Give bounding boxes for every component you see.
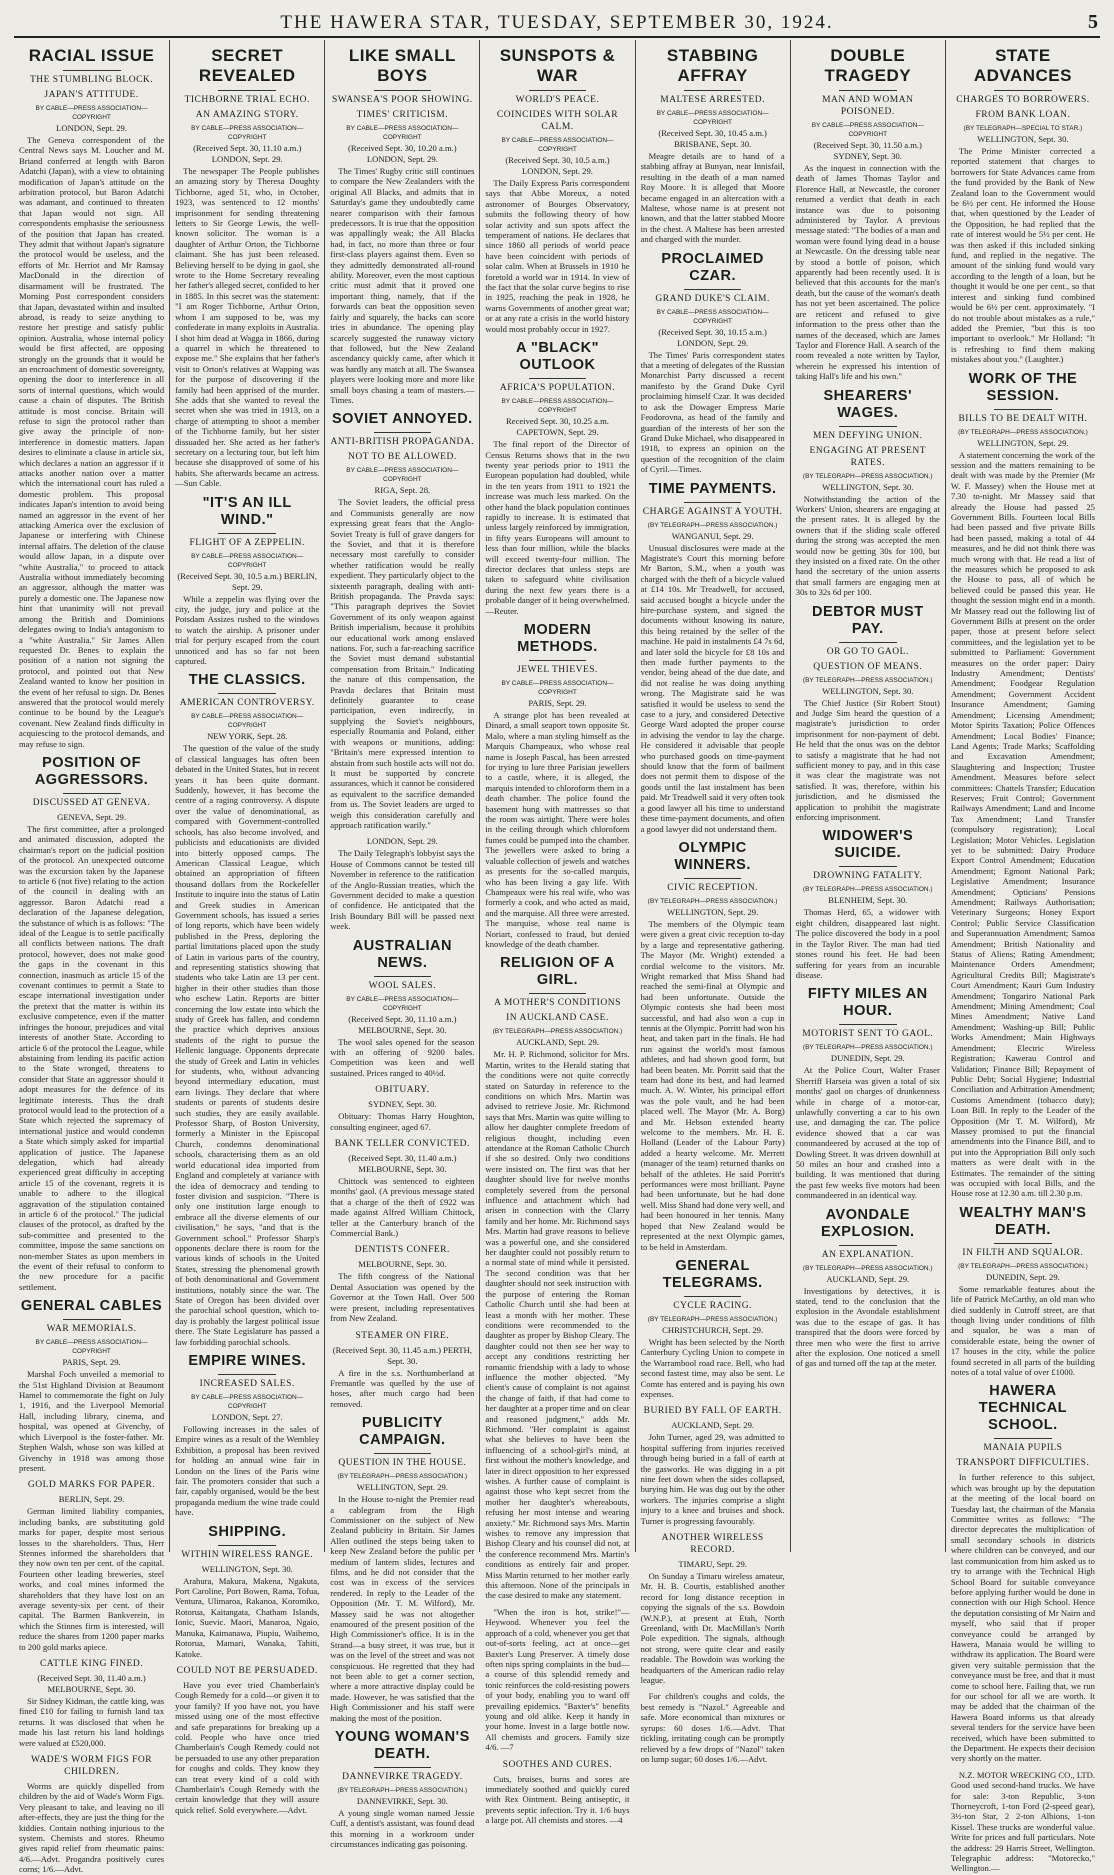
article-subheading: THE STUMBLING BLOCK. [29, 75, 154, 85]
divider [839, 642, 897, 643]
dateline: BLENHEIM, Sept. 30. [828, 895, 908, 906]
article-headline: PUBLICITY CAMPAIGN. [359, 1415, 446, 1449]
article [330, 938, 474, 1079]
wire-credit: (BY TELEGRAPH—SPECIAL TO STAR.) [963, 125, 1083, 132]
dateline: (Received Sept. 30, 11.50 a.m.) SYDNEY, Sept. 30. [813, 140, 922, 161]
dateline: DUNEDIN, Sept. 29. [830, 1053, 905, 1064]
article-subheading: BANK TELLER CONVICTED. [334, 1139, 470, 1150]
dateline: RIGA, Sept. 28. [374, 485, 431, 496]
dateline: BERLIN, Sept. 29. [58, 1494, 125, 1505]
article-headline: WEALTHY MAN'S DEATH. [959, 1204, 1087, 1238]
column-2 [169, 40, 324, 1815]
dateline: DANNEVIRKE, Sept. 30. [356, 1796, 448, 1807]
article-body: German limited liability companies, including banks, are substituting gold marks for paper, despite most serious losses to the shareholders. Thus, Herr Stennes informed the shareholders that they now own ten per cent. of the capital. Fourteen other leading breweries, steel works, and coal mines informed the shareholders that they have lost on an average seventy-six per cent. of their capital. The Barmen Bankverein, in which the Stinnes firm is interested, will reduce the shares from 1200 paper marks to 200 gold marks apiece. [19, 1506, 165, 1652]
article-body: The Soviet leaders, the official press and Communists generally are now expressing great fears that the Anglo-Soviet Treaty is full of grave dangers for the Soviet, and that it is therefore necessary most carefully to consider whether ratification would be really expedient. They particularly object to the sixteenth paragraph, dealing with anti-British propaganda. The Pravda says: "This paragraph deprives the Soviet Government of its only weapon against British imperialism, because it prohibits our educational work among enslaved nations. For, such a far-reaching sacrifice the Soviet must demand substantial compensation from Britain." Indicating the nature of this compensation, the Pravda declares that Britain must definitely guarantee to cease participation, even indirectly, in supplying the Soviet's neighbours, especially Roumania and Poland, either with weapons or munitions, adding: "Britain's mere expressed intention to abstain from such hostile acts will not do. It must be supported by concrete assurances, which it cannot be considered as equivalent to the sacrifice demanded from us. The Soviet leaders are urged to weigh this consideration carefully and approach ratification warily." [330, 497, 475, 830]
divider [218, 90, 276, 91]
dateline: SYDNEY, Sept. 30. [368, 1099, 437, 1110]
article-subheading: AFRICA'S POPULATION. [499, 383, 616, 394]
wire-credit: BY CABLE—PRESS ASSOCIATION—COPYRIGHT [35, 105, 148, 121]
article-subheading: WORLD'S PEACE. [515, 95, 600, 105]
article-subheading: ANOTHER WIRELESS RECORD. [661, 1533, 764, 1555]
divider [839, 1245, 897, 1246]
article [19, 1658, 164, 1748]
article-body: Investigations by detectives, it is stated, tend to the conclusion that the explosion in the Avondale establishment was due to the escape of gas. It has transpired that the doors were forced by three men who were the first to arrive after the explosion. One noticed a smell of gas and turned off the tap at the meter. [795, 1285, 940, 1369]
article [330, 1084, 474, 1132]
article [330, 411, 474, 830]
article-subheading: JAPAN'S ATTITUDE. [44, 90, 139, 100]
dateline: AUCKLAND, Sept. 29. [826, 1273, 910, 1284]
article-body: Worms are quickly dispelled from children by the aid of Wade's Worm Figs. Very pleasant to take, and leaving no ill after-effects, they are just the thing for the kiddies. Contain nothing injurious to the system. Chemists and stores. Rheumo gives rapid relief from rheumatic pains: 4/6.—Advt. Progandra positively cures corns; 1/6.—Advt. [19, 1781, 165, 1875]
dateline: MELBOURNE, Sept. 30. [358, 1259, 447, 1270]
divider [529, 993, 587, 994]
dateline: (Received Sept. 30, 11.45 a.m.) PERTH, Sept. 30. [332, 1344, 472, 1366]
dateline: LONDON, Sept. 27. [211, 1412, 283, 1422]
dateline: WELLINGTON, Sept. 29. [356, 1482, 448, 1493]
article-subheading: IN FILTH AND SQUALOR. [962, 1247, 1084, 1258]
article-subheading: COULD NOT BE PERSUADED. [176, 1665, 318, 1676]
article-subheading: TIMES' CRITICISM. [356, 110, 449, 120]
article-subheading: MAN AND WOMAN POISONED. [822, 95, 914, 117]
article [641, 46, 785, 245]
article-subheading: IN AUCKLAND CASE. [506, 1013, 609, 1024]
article-body: Wright has been selected by the North Canterbury Cycling Union to compete in the Warrambool road race. Bell, who had second fastest time, may also be sent. Le Comte has entered and is paying his own expenses. [640, 1336, 785, 1399]
dateline: (Received Sept. 30, 10.5 a.m.) BERLIN, Sept. 29. [177, 570, 318, 592]
dateline: LONDON, Sept. 29. [56, 123, 128, 133]
article-body: The Prime Minister corrected a reported statement that charges to borrowers for State Advances came from the fund provided by the Bank of New Zealand loan to the Government would be 6½ per cent. He informed the House that, when questioned by the Leader of the Opposition, he had replied that the rate of interest would be 5½ per cent. He was then asked if this included sinking fund, and replied in the negative. The amount of the sinking fund would vary according to the length of a loan, but he thought it would be one per cent., so that interest and sinking fund combined would be 6½ per cent. approximately. "I do not trouble about mistakes as a rule," added the Premier, "but this is too important to overlook." Mr Holland: "It is refreshing to find them making mistakes about you." (Laughter.) [950, 146, 1095, 365]
article-body: The members of the Olympic team were given a great civic reception to-day by a large and representative gathering. The Mayor (Mr. Wright) extended a cordial welcome to the visitors. Mr. Wright remarked that Miss Shand had reached the semi-final at Olympic and had been unfortunate. Outside the Olympic contests she had been most successful, and had also won a cup in tennis at the Olympic. Porritt had won his heat, and taken part in the finals. He had run against the world's most famous athletes, and had shown good form, but had been beaten. Mr. Porritt said that the team had done its best, and had learned much. A. W. Winter, his principal effort was the pole vault, and he had been placed well. The Mayor (Mr. A. Borg) and Mr. Hebson extended hearty welcome to the members. Mr. H. E. Holland (Leader of the Labour Party) added a hearty welcome. Mr. Merrett (manager of the team) returned thanks on behalf of the athletes. He said Porritt's performances were most brilliant. Payne had been unfortunate, but he had done well. Miss Shand had done very well, and had been honoured in her tennis. Many hoped that New Zealand would be represented at the next Olympic games, to be held in Amsterdam. [640, 918, 785, 1252]
article-subheading: CATTLE KING FINED. [39, 1659, 144, 1669]
article-headline: AVONDALE EXPLOSION. [820, 1206, 915, 1240]
article [641, 1691, 785, 1764]
article [796, 604, 940, 823]
dateline: WELLINGTON, Sept. 30. [201, 1563, 293, 1574]
article [641, 1532, 785, 1685]
article [330, 1138, 474, 1238]
article-body: The Daily Express Paris correspondent says that Abbe Moreux, a noted astronomer of Bourges Observatory, submits the following theory of how solar activity and sun spots affect the temperament of nations. He declares that since 1860 all periods of world peace have been coincident with periods of solar calm. When at Brussels in 1910 he foretold a world war in 1914. In view of the fact that the solar curve begins to rise in 1925, reaching the peak in 1928, he warns Governments of another great war; or at any rate a crisis in the world history would most probably occur in 1927. [485, 178, 630, 334]
article-body: As the inquest in connection with the death of James Thomas Taylor and Florence Hall, at Newcastle, the coroner returned a verdict that death in each instance was due to poisoning administered by Taylor. A previous message stated: "The bodies of a man and woman were found lying dead in a house at Newcastle. On the dressing table near by stood a bottle of poison, which apparently had been recently used. It is believed that this accounts for the man's death, but the cause of the woman's death has not yet been ascertained. The police are reticent and refused to give information to the press other than the names of the deceased, which are James Taylor and Florence Hall. A search of the room revealed a note written by Taylor, wherein he expressed his intention of taking Hall's life and his own." [795, 163, 940, 382]
article-headline: "IT'S AN ILL WIND." [202, 494, 292, 528]
divider [218, 693, 276, 694]
dateline: LONDON, Sept. 29. [366, 836, 438, 847]
article-subheading: NOT TO BE ALLOWED. [347, 452, 457, 463]
dateline: NEW YORK, Sept. 28. [207, 731, 288, 742]
wire-credit: BY CABLE—PRESS ASSOCIATION—COPYRIGHT [191, 552, 304, 569]
article-subheading: CHARGES TO BORROWERS. [956, 95, 1090, 105]
dateline: WANGANUI, Sept. 29. [671, 530, 754, 541]
divider [994, 409, 1052, 410]
wire-credit: BY CABLE—PRESS ASSOCIATION—COPYRIGHT [656, 110, 769, 126]
article-headline: SOVIET ANNOYED. [331, 411, 473, 428]
article-body: N.Z. MOTOR WRECKING CO., LTD. Good used second-hand trucks. We have for sale: 3-ton Republic, 3-ton Thorneycroft, 1-ton Ford (2-speed gear), 3½-ton Star, 2 2-ton Albions, 1-ton Kissel. These trucks are wonderful value. Write for prices and full particulars. Note the address: 29 Harris Street, Wellington. Telegraphic address: "Motorecko," Wellington.— [950, 1769, 1095, 1874]
article-subheading: DROWNING FATALITY. [813, 871, 923, 882]
article [175, 1665, 319, 1815]
article-body: Chittock was sentenced to eighteen months' gaol. (A previous message stated that a charge of the theft of £922 was made against Alfred William Chittock, teller at the Canterbury branch of the Commercial Bank.) [330, 1176, 475, 1239]
article-headline: SECRET REVEALED [198, 46, 296, 85]
article-headline: FIFTY MILES AN HOUR. [807, 986, 928, 1020]
article [330, 46, 474, 405]
article [485, 1759, 629, 1826]
wire-credit: (BY TELEGRAPH—PRESS ASSOCIATION.) [802, 1044, 933, 1052]
divider [374, 1767, 432, 1768]
divider [994, 1243, 1052, 1244]
divider [218, 1374, 276, 1375]
divider [218, 533, 276, 534]
article [485, 46, 629, 334]
article-headline: TIME PAYMENTS. [648, 480, 777, 497]
column-4 [479, 40, 634, 1826]
dateline: TIMARU, Sept. 29. [678, 1559, 747, 1569]
article [175, 495, 319, 667]
divider [839, 866, 897, 867]
article-subheading: SWANSEA'S POOR SHOWING. [332, 95, 473, 105]
article [175, 1524, 319, 1659]
article-body: The Daily Telegraph's lobbyist says the House of Commons cannot be tested till November in reference to the ratification of the Anglo-Russian treaties, which the Government decided to make a question of confidence. He anticipated that the Irish Boundary Bill will be passed next week. [330, 848, 475, 932]
article-headline: A "BLACK" OUTLOOK [516, 340, 599, 374]
column-5 [635, 40, 790, 1764]
article-headline: GENERAL CABLES [20, 1298, 163, 1315]
article-headline: STABBING AFFRAY [666, 46, 759, 85]
article-body: "When the iron is hot, strike!"—Heywood. Whenever you feel the approach of a cold, whenever you get that out-of-sorts feeling, act at once—get Baxter's Lung Preserver. A timely dose often nips spring complaints in the bud—a course of this splendid remedy and tonic reinforces the cold-resisting powers of your body, enabling you to ward off prevailing epidemics. "Baxter's" benefits young and old alike. Keep it handy in your home. Invest in a large bottle now. All chemists and grocers. Family size 4/6. —7 [485, 1606, 630, 1753]
article-body: Obituary: Thomas Harry Houghton, consulting engineer, aged 67. [330, 1111, 475, 1132]
article-subheading: FROM BANK LOAN. [975, 110, 1071, 120]
article-headline: STATE ADVANCES [973, 46, 1072, 85]
divider [374, 976, 432, 977]
article-body: While a zeppelin was flying over the city, the judge, jury and police at the Potsdam Assizes rushed to the windows to watch the airship. A prisoner under trial for perjury escaped from the court unnoticed and has so far not been captured. [175, 593, 320, 667]
dateline: WELLINGTON, Sept. 30. [822, 685, 914, 696]
article-subheading: STEAMER ON FIRE. [355, 1330, 450, 1341]
article-body: Following increases in the sales of Empire wines as a result of the Wembley Exhibition, a proposal has been revived for holding an annual wine fair in London on the lines of the Paris wine fair. The promoters consider that such a fair, capably organised, would be the best propaganda medium the wine trade could have. [175, 1424, 320, 1518]
article [19, 1754, 164, 1875]
wire-credit: BY CABLE—PRESS ASSOCIATION—COPYRIGHT [191, 125, 304, 141]
dateline: (Received Sept. 30, 11.40 a.m.) MELBOURNE, Sept. 30. [37, 1673, 146, 1694]
wire-credit: (BY TELEGRAPH—PRESS ASSOCIATION.) [802, 886, 933, 894]
dateline: WELLINGTON, Sept. 30. [977, 134, 1069, 144]
wire-credit: BY CABLE—PRESS ASSOCIATION—COPYRIGHT [501, 680, 614, 696]
dateline: WELLINGTON, Sept. 29. [667, 906, 759, 917]
article-headline: WIDOWER'S SUICIDE. [822, 828, 914, 862]
article-subheading: WAR MEMORIALS. [46, 1324, 137, 1335]
article-subheading: INCREASED SALES. [199, 1379, 295, 1389]
newspaper-title: THE HAWERA STAR, TUESDAY, SEPTEMBER 30, 1924. [280, 12, 834, 33]
article-headline: POSITION OF AGGRESSORS. [34, 754, 149, 788]
article-headline: SUNSPOTS & WAR [499, 46, 616, 85]
article-subheading: CHARGE AGAINST A YOUTH. [642, 506, 783, 517]
article-subheading: ENGAGING AT PRESENT RATES. [809, 445, 926, 468]
wire-credit: (BY TELEGRAPH—PRESS ASSOCIATION.) [647, 1315, 778, 1323]
article-subheading: MALTESE ARRESTED. [660, 95, 765, 105]
dateline: AUCKLAND, Sept. 29. [516, 1037, 599, 1048]
article-headline: GENERAL TELEGRAMS. [662, 1257, 763, 1291]
article-body: Thomas Herd, 65, a widower with eight children, disappeared last night. The police discovered the body in a pool in the Taylor River. The man had tied stones round his feet. He had been suffering for years from an incurable disease. [795, 907, 940, 980]
divider [839, 426, 897, 427]
article-subheading: ANTI-BRITISH PROPAGANDA. [330, 437, 475, 448]
dateline: CHRISTCHURCH, Sept. 29. [662, 1324, 764, 1335]
wire-credit: (BY TELEGRAPH—PRESS ASSOCIATION.) [802, 472, 933, 480]
article-subheading: TRANSPORT DIFFICULTIES. [956, 1458, 1090, 1469]
article-subheading: WOOL SALES. [368, 980, 437, 991]
wire-credit: BY CABLE—PRESS ASSOCIATION—COPYRIGHT [191, 1394, 304, 1410]
article-body: The newspaper The People publishes an amazing story by Theresa Doughty Tichborne, aged 51, who, in October, 1923, was sentenced to 12 months' imprisonment for sending threatening letters to Sir George Lewis, the well-known solicitor. The woman is a daughter of Arthur Orton, the Tichborne claimant. She has just been released. Believing herself to be dying in gaol, she wrote to the Home Secretary revealing her father's alleged secret, confided to her in 1885. In this secret was the statement: "I am Roger Tichborne, Arthur Orton, whom I am supposed to be, was my confederate in many exploits in Australia. I shot him dead at Wagga in 1866, during a quarrel in which he threatened to expose me." She explains that her father's visit to Orton's relatives at Wapping was for the purpose of discovering if the family had been apprised of the murder. She adds that she wanted to reveal the secret when she was tried in 1913, on a charge of attempting to shoot a member of the Tichborne family, but her sister dissuaded her. She acted as her father's secretary on a lecturing tour, but left him because she disapproved of some of his habits. She afterwards became an actress.—Sun Cable. [175, 166, 320, 489]
article [330, 1415, 474, 1723]
article-body: The Geneva correspondent of the Central News says M. Loucher and M. Briand conferred at length with Baron Adatchi (Japan), with a view to obtaining modification of Japan's attitude on the arbitration protocol, but Baron Adatchi was adamant, and continued to threaten that Japan would not sign. All correspondents emphasise the seriousness of the position that Japan has created. They admit that without Japan's signature the protocol would be useless, and the efforts of Mr. Herriot and Mr Ramsay MacDonald in the direction of disarmament will be frustrated. The Morning Post correspondent considers that Japan, devastated within and insulted abroad, is ready to seize anything to restore her prestige and satisfy public opinion. Australia, whose internal policy would be first affected, are opposing strongly on the grounds that it would be an encroachment of domestic sovereignty, opening the door to interference in all sorts of internal questions, which would cause a chain of disputes. The British attitude is most concise. Britain will refuse to sign the protocol rather than give away the principle of non-interference in domestic matters. Japan desires to eliminate a clause in article six, which declares a nation an aggressor if it attacks another nation over a matter which the international court has ruled a domestic problem. This proposal indicates Japan's intention to avoid being named an aggressor in the event of her attacking America over the exclusion of Japanese or interfering with Chinese internal affairs. The deletion of the clause would allow Japan, in a dispute over "white Australia," to proceed to attack Australia without immediately becoming an aggressor, although the matter was purely a domestic one. The Japanese now hint that unanimity will not prevail among the British and Dominions delegates owing to India's antagonism to a "white Australia." Sir James Allen requested Dr. Benes to explain the position of a nation not signing the protocol, and pointed out that New Zealand wanted to know her position in the event of her refusal to sign. Dr. Benes answered that the protocol would merely continue to be bound by the League's covenant. New Zealand finds difficulty in acquiescing to the protocol demands, and may refuse to sign. [19, 135, 165, 749]
article [485, 340, 629, 616]
dateline: AUCKLAND, Sept. 29. [671, 1420, 755, 1431]
divider [529, 90, 587, 91]
wire-credit: BY CABLE—PRESS ASSOCIATION—COPYRIGHT [811, 122, 924, 138]
dateline: (Received Sept. 30, 11.10 a.m.) LONDON, Sept. 29. [193, 143, 302, 164]
wire-credit: BY CABLE—PRESS ASSOCIATION—COPYRIGHT [346, 125, 459, 141]
article [330, 1244, 474, 1323]
divider [994, 1438, 1052, 1439]
article [796, 388, 940, 598]
article-subheading: BILLS TO BE DEALT WITH. [958, 413, 1088, 424]
article-subheading: WITHIN WIRELESS RANGE. [181, 1549, 314, 1560]
article-subheading: AMERICAN CONTROVERSY. [179, 698, 315, 709]
article [485, 622, 629, 949]
article-body: Meagre details are to hand of a stabbing affray at Bunyan, near Innisfail, resulting in the death of a man named Roy Moore. It is alleged that Moore became engaged in an altercation with a Maltese, whose name is at present not known, and that the latter stabbed Moore in the chest. A Maltese has been arrested and charged with the murder. [640, 151, 785, 245]
divider [994, 90, 1052, 91]
article-body: Have you ever tried Chamberlain's Cough Remedy for a cold—or given it to your family? If you have not, you have missed using one of the most effective and safe preparations for breaking up a cold. People who have once tried Chamberlain's Cough Remedy could not be persuaded to use any other preparation for coughs and colds. They know they can treat every kind of a cold with Chamberlain's Cough Remedy with the certain knowledge that they will assure quick relief. Sold everywhere.—Advt. [175, 1679, 320, 1815]
article-body: The wool sales opened for the season with an offering of 9200 bales. Competition was keen and well sustained. Prices ranged to 40½d. [330, 1036, 475, 1078]
article-body: The Times' Rugby critic still continues to compare the New Zealanders with the original All Blacks, and admits that in Saturday's game they undoubtedly came nearer comparison with their famous predecessors. It is true that the opposition was appallingly weak; the All Blacks had, in fact, no more than three or four first-class players against them. Even so they admittedly demonstrated all-round ability. Moreover, even the most captious critic must admit that it proved one important thing, namely, that if the forwards can beat the opposition seven fairly and squarely, the backs can score tries in abundance. The opening play scarcely suggested the runaway victory that followed, but the New Zealand ascendancy quickly came, after which it was hardly any match at all. The Swansea players were looking more and more like small boys chasing a team of masters.—Times. [330, 166, 475, 405]
article-headline: OLYMPIC WINNERS. [674, 839, 751, 873]
article-body: Some remarkable features about the life of Patrick McCarthy, an old man who died suddenly in Cutroff street, are that though living under conditions of filth and squalor, he was a man of considerable estate, being the owner of 17 houses in the city, while the police found secreted in all parts of the building notes of a total value of over £1000. [950, 1283, 1095, 1378]
dateline: (Received Sept. 30, 10.15 a.m.) LONDON, Sept. 29. [658, 326, 767, 348]
article-subheading: GRAND DUKE'S CLAIM. [655, 293, 770, 304]
newspaper-columns [14, 40, 1100, 1875]
article-subheading: A MOTHER'S CONDITIONS [494, 998, 621, 1009]
article-body: A strange plot has been revealed at Dinard, a small seaport town opposite St. Malo, where a man styling himself as the Marquis Champeaux, who whose real name is Joseph Pascal, has been arrested for trying to lure three Parisian jewellers to a castle, where, it is alleged, the marquis intended to chloroform them in a death chamber. The police found the basement hung with mattresses so that the room was airtight. There were holes in the ceiling through which chloroform fumes could be pumped into the chamber. The jewellers were asked to bring a valuable collection of jewels and watches as presents for the so-called marquis, who has been living a gay life. With Champeaux were his real wife, who was formerly a cook, and who acted as maid, and the marquise. All three were arrested. The marquise, whose real name is Noriart, confessed to fraud, but denied knowledge of the death chamber. [485, 710, 630, 949]
dateline: PARIS, Sept. 29. [62, 1357, 121, 1368]
wire-credit: (BY TELEGRAPH—PRESS ASSOCIATION.) [802, 676, 933, 684]
article-body: The final report of the Director of Census Returns shows that in the two twenty year periods prior to 1911 the European population had doubled, while in the ten years from 1911 to 1921 the increase was much less marked. On the other hand the black population continues rapidly to increase. It is estimated that unless largely reinforced by immigration, in fifty years Europeans will amount to less than four million, while the blacks will exceed twenty-four million. The director declares that unless steps are taken to safeguard white civilisation during the next few years there is a probable danger of it being overwhelmed.—Reuter. [485, 439, 630, 616]
wire-credit: (BY TELEGRAPH—PRESS ASSOCIATION.) [647, 897, 778, 905]
dateline: (Received Sept. 30, 11.10 a.m.) MELBOURNE, Sept. 30. [348, 1013, 457, 1035]
divider [374, 432, 432, 433]
article-body: At the Police Court, Walter Fraser Sherriff Harseia was given a total of six months' gaol on charges of drunkenness while in charge of a motor-car, unlawfully converting a car to his own use, and damaging the car. The police evidence showed that a car was commandeered by accused at the top of Dowling Street. It was driven downhill at 50 miles an hour and crashed into a building. It was mentioned that during the past few weeks five motors had been commandeered in an identical way. [795, 1065, 940, 1201]
article [796, 46, 940, 382]
wire-credit: (BY TELEGRAPH—PRESS ASSOCIATION.) [802, 1264, 933, 1272]
divider [839, 90, 897, 91]
article-headline: THE CLASSICS. [188, 672, 306, 689]
divider [63, 70, 121, 71]
article [951, 46, 1095, 365]
article [641, 481, 785, 834]
wire-credit: BY CABLE—PRESS ASSOCIATION—COPYRIGHT [501, 398, 614, 415]
article-body: Mr. H. P. Richmond, solicitor for Mrs. Martin, writes to the Herald stating that the conditions were not quite correctly stated on Saturday in reference to the conditions on which Mrs. Martin was advised to retrieve Josie. Mr. Richmond says that Mrs. Martin was quite willing to allow her daughter complete freedom of religious thought, including even attendance at the Roman Catholic Church if she so desired. Only two conditions were insisted on. The first was that her daughter should live for twelve months completely severed from the personal influence and attachment which had arisen in connection with the Clarry family and her home. Mr. Richmond says Mrs. Martin had grave reasons to believe was a powerful one, and she considered her daughter could not possibly return to a normal state of mind while it persisted. The second condition was that her daughter should not seek instruction with the purpose of entering the Roman Catholic Church until she had been at least a month with her mother. These conditions were recommended to the daughter as proper by Bishop Cleary. The daughter could not then see her way to accept any conditions restricting her romantic friendship with a lady to whose influence the mother objected. "My client's cause of complaint is not against the change of faith, if that had come to her daughter at a proper time and on clear and reasoned judgment," adds Mr. Richmond. "Her complaint is against what she believes to have been the influencing of a school-girl's mind, at first without the mother's knowledge, and later in direct opposition to her expressed wishes. A further cause of complaint is against those who kept secret from the mother her daughter's whereabouts, refusing her most intense and wearing anxiety." Mr. Richmond says Mrs. Martin wishes to remove any impression that Bishop Cleary and his counsel did not, at the conference recommend Mrs. Martin's conditions as entirely fair and proper. Miss Martin returned to her mother early this afternoon. None of the principals in the case desired to make any statement. [485, 1049, 630, 1601]
dateline: (Received Sept. 30, 10.20 a.m.) LONDON, Sept. 29. [348, 143, 457, 164]
divider [839, 1024, 897, 1025]
article-body: Notwithstanding the action of the Workers' Union, shearers are engaging at the present rates. It is alleged by the owners that if the sliding scale offered during the strong was accepted the men would now be getting 30s for 100, but they insisted on a fixed rate. On the other hand the secretary of the union asserts that small farmers are engaging men at 30s to 32s 6d per 100. [795, 493, 940, 598]
article-headline: EMPIRE WINES. [188, 1353, 307, 1369]
column-3 [324, 40, 479, 1850]
dateline: GENEVA, Sept. 29. [57, 811, 126, 822]
divider [529, 378, 587, 379]
article-subheading: CIVIC RECEPTION. [667, 882, 759, 893]
article-subheading: OR GO TO GAOL. [826, 646, 909, 657]
article [796, 1207, 940, 1369]
divider [374, 1453, 432, 1454]
article-subheading: TICHBORNE TRIAL ECHO. [184, 95, 310, 105]
article-headline: AUSTRALIAN NEWS. [352, 937, 452, 971]
article-headline: LIKE SMALL BOYS [348, 46, 456, 85]
article-subheading: DISCUSSED AT GENEVA. [32, 797, 151, 808]
article [796, 828, 940, 980]
wire-credit: BY CABLE—PRESS ASSOCIATION—COPYRIGHT [191, 713, 304, 730]
article-headline: HAWERA TECHNICAL SCHOOL. [978, 1383, 1068, 1434]
article-body: Arahura, Makura, Makena, Ngakuta, Port Caroline, Port Bowen, Rama, Tofua, Ventura, Ulimaroa, Rakanoa, Koromiko, Rotorua, Kaitangata, Chatham Islands, Ionic, Suevic. Maori, Manaroa, Ngaio, Manuka, Kaimanawa, Piupiu, Waihemo, Rotorua, Mamari, Wanaka, Tahiti, Katoke. [175, 1575, 320, 1659]
article-body: The Chief Justice (Sir Robert Stout) and Judge Sim heard the question of a magistrate's jurisdiction to order imprisonment for non-payment of debt. He held that the onus was on the debtor to satisfy a magistrate that he had not sufficient money to pay, and in this case it was clear the magistrate was not satisfied. It was, therefore, within his jurisdiction, and he dismissed the application to prohibit the magistrate enforcing imprisonment. [795, 697, 940, 823]
article-subheading: BURIED BY FALL OF EARTH. [643, 1406, 782, 1417]
article-body: On Sunday a Timaru wireless amateur, Mr. H. B. Courtis, established another record for long distance reception in copying the signals of the s.s. Bowdoin (W.N.P.), at present at Etah, North Greenland, with Dr. MacMillan's North Pole expedition. The signals, although not strong, were quite clear and easily readable. The Bowdoin was working the headquarters of the American radio relay league. [640, 1571, 785, 1686]
article-body: Sir Sidney Kidman, the cattle king, was fined £10 for failing to furnish land tax returns. It was disclosed that when he made his last return his land holdings were valued at £520,000. [19, 1696, 165, 1748]
wire-credit: BY CABLE—PRESS ASSOCIATION—COPYRIGHT [346, 995, 459, 1012]
article-body: The Times' Paris correspondent states that a meeting of delegates of the Russian Monarchist Party discussed a recent manifesto by the Grand Duke Cyril proclaiming himself Czar. It was decided to ask the Dowager Empress Marie Feodorovna, as head of the family and guardian of the interests of her son the Grand Duke Michael, who disappeared in 1918, to express an opinion on the question of the recognition of the claim of Cyril.—Times. [640, 349, 785, 475]
dateline: WELLINGTON, Sept. 29. [977, 437, 1069, 448]
article [641, 251, 785, 475]
article-body: A statement concerning the work of the session and the matters remaining to be dealt with was made by the Premier (Mr W. F. Massey) when the House met at 7.30 to-night. Mr Massey said that already the House had passed 25 Government Bills. Fourteen local Bills had been passed and five private Bills had been passed, making a total of 44 measures, and he did not think there was much wrong with that. He read a list of the measures which he proposed to ask the House to pass, all of which he believed could be passed this year. He thought the session might end in a month. Mr Massey read out the following list of Government Bills at present on the order paper, those at present before select committees, and the legislation yet to be submitted to Parliament: Government measures on the order paper: Dairy Industry Amendment; Dentists' Amendment; Foodgear Regulation Amendment; Government Accident Insurance Amendment; Gaming Amendment; Licensing Amendment; Motor Spirits Taxation; Police Offences Amendment; Local Bodies' Finance; Land Agents; Trade Marks; Scaffolding and Excavation Amendment; Slaughtering and Inspection; Trustee Amendment. Measures before select committees: Chattels Transfer; Education Reserves; Fruit Control; Government Railways Amendment; Land and Income Tax Amendment; Land Transfer (compulsory registration); Local Legislation; Motor Vehicles. Legislation yet to be submitted: Dairy Produce Export Control Amendment; Education Amendment; Egmont National Park; Legislative Amendment; Insurance Amendment; Opticians' Pensions Amendment; Railways Authorisation; Veterinary Surgeons; Honey Export Control; Public Service Classification and Superannuation Amendment; Samoa Amendment; British Nationality and Status of Aliens; Rating Amendment; Maintenance Orders Amendment; Agricultural Credits Bill; Magistrate's Court Amendment; Kauri Gum Industry Amendment; Tongariro National Park Amendment; Mining Amendment; Coal Mines Amendment; Native Land Amendment; Washing-up Bill; Public Works Amendment; Main Highways Amendment; Electric Wireless Registration; Kawerau Control and Validation; Finance Bill; Repayment of Public Debt; Social Hygiene; Industrial Conciliation and Arbitration Amendment; Customs Amendment (tobacco duty); Loan Bill. In reply to the Leader of the Opposition (Mr T. M. Wilford), Mr Massey promised to put the financial amendments into the Finance Bill, and to put into the Appropriation Bill only such matters as were dealt with in the Estimates. The remainder of the sitting was occupied with local Bills, and the House rose at 12.30 a.m. till 2.30 p.m. [950, 449, 1095, 1199]
article-subheading: JEWEL THIEVES. [517, 665, 598, 675]
article [19, 46, 164, 749]
article [641, 840, 785, 1252]
article [175, 672, 319, 1347]
article [330, 1729, 474, 1850]
article-body: A fire in the s.s. Northumberland at Fremantle was quelled by the use of hoses, after much cargo had been removed. [330, 1367, 475, 1409]
article-body: For children's coughs and colds, the best remedy is "Nazol." Agreeable and safe. More economical than mixtures or syrups: 60 doses 1/6.—Advt. That tickling, irritating cough can be promptly relieved by a few drops of "Nazol" taken on lump sugar; 60 doses 1/6.—Advt. [640, 1691, 785, 1764]
column-6 [790, 40, 945, 1552]
article [796, 986, 940, 1200]
article-headline: RACIAL ISSUE [28, 46, 155, 65]
article-headline: SHIPPING. [208, 1523, 287, 1540]
wire-credit: (BY TELEGRAPH—PRESS ASSOCIATION.) [958, 1262, 1088, 1270]
divider [684, 502, 742, 503]
article [485, 955, 629, 1601]
masthead [14, 8, 1100, 38]
article-headline: RELIGION OF A GIRL. [500, 955, 615, 989]
article [175, 1353, 319, 1518]
article-subheading: COINCIDES WITH SOLAR CALM. [496, 110, 619, 132]
article-headline: PROCLAIMED CZAR. [661, 250, 764, 284]
article-subheading: DANNEVIRKE TRAGEDY. [342, 1772, 463, 1783]
article-body: Marshal Foch unveiled a memorial to the 51st Highland Division at Beaumont Hamel to commemorate the fight on July 1, 1916, and the Liverpool Memorial Hall, including library, cinema, and hospital, was opened at Givenchy, of which Liverpool is the foster-father. Mr. Stephen Walsh, whose son was killed at Givenchy in 1918 was among those present. [19, 1369, 165, 1473]
article-subheading: SOOTHES AND CURES. [502, 1759, 613, 1770]
divider [63, 1319, 121, 1320]
dateline: DUNEDIN, Sept. 29. [986, 1271, 1060, 1282]
wire-credit: (BY TELEGRAPH—PRESS ASSOCIATION.) [958, 428, 1088, 436]
article-headline: SHEARERS' WAGES. [823, 387, 913, 421]
column-1 [14, 40, 169, 1875]
article-subheading: AN EXPLANATION. [821, 1249, 914, 1260]
divider [684, 90, 742, 91]
article [19, 1479, 164, 1652]
dateline: Received Sept. 30, 10.25 a.m. CAPETOWN, Sept. 29. [506, 416, 609, 438]
wire-credit: (BY TELEGRAPH—PRESS ASSOCIATION.) [337, 1473, 468, 1481]
dateline: (Received Sept. 30, 11.40 a.m.) MELBOURNE, Sept. 30. [348, 1153, 457, 1175]
article-body: Unusual disclosures were made at the Magistrate's Court this morning before Mr Barton, S.M., when a youth was charged with the theft of a bicycle valued at £14 10s. Mr Treadwell, for accused, said accused bought a bicycle under the hire-purchase system, and signed the documents without knowing its nature, this being retained by the seller of the machine. He paid in instalments £4 7s 6d, and later sold the bicycle for £8 10s and then made further payments to the vendor, being ahead of the due date, and did not realise he was doing anything wrong. The Magistrate said he was satisfied it would be useless to send the case to a jury, and considered Detective George Ward adopted the proper course in advising the vendor to lay the charge. He considered it advisable that people who purchased goods on time-payment should know that the form of bailment does not permit them to dispose of the goods until the last instalment has been paid. Mr Treadwell said it very often took a good lawyer all his time to understand these time-payment documents, and often a good lawyer did not understand them. [640, 542, 785, 834]
article-subheading: WADE'S WORM FIGS FOR CHILDREN. [31, 1755, 153, 1778]
article-headline: MODERN METHODS. [517, 622, 598, 655]
article-body: The question of the value of the study of classical languages has often been debated in the United States, but in recent years it has been quite dormant. Suddenly, however, it has become the centre of a raging controversy. A dispute over the value of denominational, as compared with Government-controlled schools, has also become involved, and publicists and educationists are divided into bitterly opposed camps. The American Classical League, which obtained an appropriation of fifteen thousand dollars from the Rockefeller Institute to inquire into the status of Latin and Greek studies in American Government schools, has issued a series of long reports, which have been widely published in the Press, deploring the partial limitations placed upon the study of Latin in various parts of the country, and representing statistics showing that students who take Latin are 13 per cent. higher in their other studies than those who eschew Latin. Reports are bitter concerning the low estate into which the study of Greek has fallen, and condemn the practice which deprives anxious students of the right to pursue the Hellenic language. Opponents deprecate the study of Greek and Latin in vehicles for students, who, without advancing beyond intermediary education, must earn livings. They declare that where students or parents of students desire such studies, they are easily available. Professor Sharp, of Boston University, formerly a Minister in the Episcopal Church, condemns denominational schools, characterising them as an old world educational idea imported from England and completely at variance with the idea of democracy and tending to foster division and suspicion. "There is only one institution large enough to embrace all the diverse elements of our civilisation," he says, "and that is the Government school." Professor Sharp's opponents declare there is room for the various kinds of schools in the United States, stressing the phenomenal growth of both denominational and Government institutions, notably since the war. The State of Oregon has been divided over the parochial school question, which to-day is probably the largest political issue there. The State Legislature has passed a law forbidding parochial schools. [175, 743, 320, 1347]
article-subheading: CYCLE RACING. [673, 1300, 753, 1311]
article-subheading: FLIGHT OF A ZEPPELIN. [189, 537, 305, 548]
article-headline: DEBTOR MUST PAY. [811, 603, 924, 637]
article-body: The fifth congress of the National Dental Association was opened by the Governor at the Town Hall. Over 500 were present, including representatives from New Zealand. [330, 1271, 475, 1324]
article-body: The first committee, after a prolonged and animated discussion, adopted the chairman's report on the judicial position of the protocol. An unexpected outcome was the excursion taken by the Japanese to article 6 (not five) relating to the action of the council in dealing with an aggressor. Baron Adatchi read a declaration of the Japanese delegation, the substance of which is as follows: "The ideal of the League is to settle pacifically all conflicts between nations. The draft protocol, however, does not make good the gaps in the covenant in this connection, inasmuch as article 15 of the covenant continues to permit a State to escape international investigation under the pretext that the matter is within its exclusive competence, even if the matter infringes the honour, prejudices and vital interests of another State. According to article 6 of the protocol the League, while abstaining from lending its pacific action to the State wronged, threatens to consider that State an aggressor should it adopt measures for the defence of its legitimate interests. Thus the draft protocol would lead to the protection of a State which rejected the supremacy of international justice and would condemn a State which simply asked for impartial application of justice. The Japanese delegation, which had already experienced great difficulty in accepting article 15 of the covenant, regrets it is unable to adhere to the illogical aggravation of the stipulation contained in article 6 of the protocol." The judicial clauses of the protocol, as drafted by the sub-committee and presented to the committee, impose the same sanctions on non-member States as upon members in the event of their refusal to conform to the new procedure for a pacific settlement. [19, 823, 165, 1292]
wire-credit: (BY TELEGRAPH—PRESS ASSOCIATION.) [337, 1787, 468, 1795]
article-subheading: AN AMAZING STORY. [195, 110, 299, 120]
divider [218, 1545, 276, 1546]
article-subheading: MANAIA PUPILS [983, 1443, 1063, 1454]
article-subheading: QUESTION IN THE HOUSE. [338, 1458, 467, 1469]
article [330, 1330, 474, 1410]
article-headline: DOUBLE TRAGEDY [824, 46, 912, 85]
article [951, 1770, 1095, 1874]
article-subheading: DENTISTS CONFER. [354, 1245, 450, 1256]
dateline: PARIS, Sept. 29. [528, 698, 587, 708]
article-headline: YOUNG WOMAN'S DEATH. [334, 1729, 470, 1763]
wire-credit: BY CABLE—PRESS ASSOCIATION—COPYRIGHT [501, 137, 614, 153]
article-subheading: OBITUARY. [375, 1085, 430, 1096]
article [175, 46, 319, 489]
article [19, 755, 164, 1292]
dateline: (Received Sept. 30, 10.45 a.m.) BRISBANE, Sept. 30. [658, 128, 767, 149]
article [951, 1205, 1095, 1378]
column-7 [945, 40, 1100, 1874]
divider [684, 1296, 742, 1297]
article-subheading: QUESTION OF MEANS. [813, 661, 923, 672]
article-body: Cuts, bruises, burns and sores are immediately soothed and quickly cured with Rex Ointment. Being antiseptic, it prevents septic infection. Try it. 1/6 buys a large pot. All chemists and stores. —4 [485, 1773, 630, 1826]
divider [684, 878, 742, 879]
article [641, 1258, 785, 1399]
article-body: In further reference to this subject, which was brought up by the deputation at the meeting of the local board on Tuesday last, the chairman of the Manaia Committee writes as follows: "The director deprecates the multiplication of small secondary schools in districts where children can be conveyed, and our last communication from him asked us to try to arrange with the Technical High School Board for suitable conveyance before applying further would be done in connection with our High School. Hence the deputation consisting of Mr Nairn and myself, who said that if proper conveyance could be arranged by Hawera, Manaia would be willing to withdraw its application. The Board were given very suitable permission that the conveyance must be free, and that it must come to school here. Failing that, we run for our school for all we are worth. It may be added that the chairman of the Hawera Board informs us that already several tenders for the service have been received, which have been submitted to the Department. He expects their decision very shortly on the matter. [950, 1472, 1095, 1764]
article-body: John Turner, aged 29, was admitted to hospital suffering from injuries received through being buried in a fall of earth at the gasworks. He was digging in a pit nine feet down when the sides collapsed, burying him. He was dug out by the other workers. The injuries comprise a slight injury to a knee and bruises and shock. Turner is progressing favourably. [640, 1432, 785, 1526]
wire-credit: BY CABLE—PRESS ASSOCIATION—COPYRIGHT [35, 1339, 148, 1356]
wire-credit: BY CABLE—PRESS ASSOCIATION—COPYRIGHT [346, 467, 459, 484]
article-body: In the House to-night the Premier read a cablegram from the High Commissioner on the subject of New Zealand publicity in Britain. Sir James Allen outlined the steps being taken to keep New Zealand before the public per medium of lantern slides, lectures and films, and he did not consider that the cost was in excess of the services rendered. In reply to the Leader of the Opposition (Mr. T. M. Wilford), Mr. Massey said he was not altogether enamoured of the present position of the High Commissioner's office. It is in the Strand—a busy street, it was true, but it was on the level of the street and was not conspicuous. He regretted that they had not been able to get a corner section, where a more attractive display could be made. However, he was satisfied that the High Commissioner and his staff were making the most of the position. [330, 1494, 475, 1723]
wire-credit: (BY TELEGRAPH—PRESS ASSOCIATION.) [647, 521, 778, 529]
wire-credit: BY CABLE—PRESS ASSOCIATION—COPYRIGHT [656, 308, 769, 325]
divider [529, 660, 587, 661]
divider [63, 793, 121, 794]
article-subheading: MOTORIST SENT TO GAOL. [802, 1029, 934, 1040]
article-subheading: GOLD MARKS FOR PAPER. [27, 1480, 156, 1491]
article [951, 371, 1095, 1199]
divider [684, 289, 742, 290]
article [641, 1405, 785, 1526]
article [485, 1607, 629, 1753]
article [330, 836, 474, 931]
dateline: WELLINGTON, Sept. 30. [822, 481, 914, 492]
wire-credit: (BY TELEGRAPH—PRESS ASSOCIATION.) [492, 1028, 623, 1036]
article-body: A young single woman named Jessie Cuff, a dentist's assistant, was found dead this morning in a workroom under circumstances indicating gas poisoning. [330, 1808, 475, 1850]
dateline: (Received Sept. 30, 10.5 a.m.) LONDON, Sept. 29. [505, 155, 610, 176]
article [951, 1383, 1095, 1763]
article-headline: WORK OF THE SESSION. [968, 370, 1078, 404]
article-subheading: MEN DEFYING UNION. [813, 430, 923, 441]
divider [374, 90, 432, 91]
article [19, 1298, 164, 1473]
page-number: 5 [1088, 11, 1098, 33]
